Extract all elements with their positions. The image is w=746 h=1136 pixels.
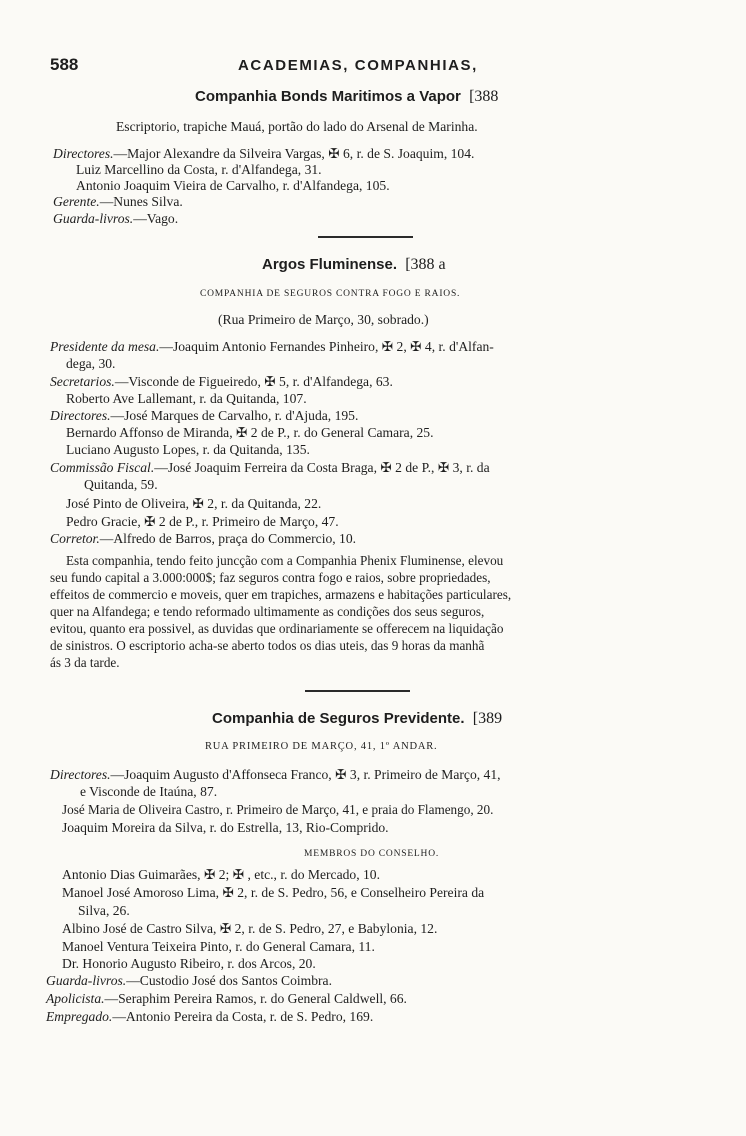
role-label: Guarda-livros. bbox=[46, 973, 127, 988]
entry-line bbox=[50, 407, 358, 425]
company-title bbox=[195, 88, 498, 106]
role-label: Directores. bbox=[53, 146, 114, 161]
entry-text: —Seraphim Pereira Ramos, r. do General Caldwell, 66. bbox=[104, 991, 407, 1006]
entry-line: Joaquim Moreira da Silva, r. do Estrella, 13, Rio-Comprido. bbox=[62, 820, 389, 835]
entry-line: Luciano Augusto Lopes, r. da Quitanda, 135. bbox=[66, 442, 310, 457]
paragraph-line: Esta companhia, tendo feito juncção com a Companhia Phenix Fluminense, elevou bbox=[66, 553, 504, 568]
entry-line bbox=[46, 990, 407, 1008]
role-label: Commissão Fiscal. bbox=[50, 460, 155, 475]
running-title: ACADEMIAS, COMPANHIAS, bbox=[238, 57, 478, 74]
entry-text: —José Joaquim Ferreira da Costa Braga, ✠ 2 de P., ✠ 3, r. da bbox=[154, 460, 490, 475]
entry-line bbox=[50, 766, 501, 784]
role-label: Secretarios. bbox=[50, 374, 115, 389]
section-divider bbox=[305, 690, 410, 692]
role-label: Presidente da mesa. bbox=[50, 339, 160, 354]
role-label: Directores. bbox=[50, 767, 111, 782]
entry-line: dega, 30. bbox=[66, 356, 116, 371]
company-title bbox=[262, 256, 446, 274]
entry-text: —Nunes Silva. bbox=[99, 194, 183, 209]
role-label: Directores. bbox=[50, 408, 111, 423]
entry-line: Quitanda, 59. bbox=[84, 477, 158, 492]
role-label: Empregado. bbox=[46, 1009, 113, 1024]
reference-number: [389 bbox=[472, 710, 503, 727]
council-heading: MEMBROS DO CONSELHO. bbox=[304, 849, 440, 859]
company-title bbox=[212, 710, 502, 728]
entry-line: e Visconde de Itaúna, 87. bbox=[80, 784, 218, 799]
entry-line: Dr. Honorio Augusto Ribeiro, r. dos Arcos, 20. bbox=[62, 956, 316, 971]
entry-line: Bernardo Affonso de Miranda, ✠ 2 de P., r. do General Camara, 25. bbox=[66, 425, 434, 440]
entry-line bbox=[53, 193, 183, 211]
entry-text: —Custodio José dos Santos Coimbra. bbox=[126, 973, 332, 988]
entry-text: —José Marques de Carvalho, r. d'Ajuda, 195. bbox=[110, 408, 359, 423]
entry-text: —Antonio Pereira da Costa, r. de S. Pedro, 169. bbox=[112, 1009, 374, 1024]
entry-line: Manoel Ventura Teixeira Pinto, r. do General Camara, 11. bbox=[62, 939, 375, 954]
company-name: Argos Fluminense. bbox=[262, 256, 398, 273]
entry-line: Albino José de Castro Silva, ✠ 2, r. de S. Pedro, 27, e Babylonia, 12. bbox=[62, 921, 438, 936]
section-divider bbox=[318, 236, 413, 238]
entry-line: José Maria de Oliveira Castro, r. Primeiro de Março, 41, e praia do Flamengo, 20. bbox=[62, 802, 494, 817]
paragraph-line: ás 3 da tarde. bbox=[50, 655, 120, 670]
role-label: Apolicista. bbox=[46, 991, 105, 1006]
entry-line: Silva, 26. bbox=[78, 903, 130, 918]
reference-number: [388 a bbox=[405, 256, 446, 273]
role-label: Gerente. bbox=[53, 194, 100, 209]
entry-text: —Major Alexandre da Silveira Vargas, ✠ 6, r. de S. Joaquim, 104. bbox=[113, 146, 475, 161]
paragraph-line: de sinistros. O escriptorio acha-se aberto todos os dias uteis, das 9 horas da manhã bbox=[50, 638, 485, 653]
entry-text: —Joaquim Antonio Fernandes Pinheiro, ✠ 2, ✠ 4, r. d'Alfan- bbox=[159, 339, 494, 354]
entry-line: José Pinto de Oliveira, ✠ 2, r. da Quitanda, 22. bbox=[66, 496, 322, 511]
entry-line bbox=[50, 530, 356, 548]
company-subtitle: COMPANHIA DE SEGUROS CONTRA FOGO E RAIOS. bbox=[200, 289, 461, 299]
entry-line: Luiz Marcellino da Costa, r. d'Alfandega, 31. bbox=[76, 162, 322, 177]
entry-text: —Joaquim Augusto d'Affonseca Franco, ✠ 3, r. Primeiro de Março, 41, bbox=[110, 767, 501, 782]
address: (Rua Primeiro de Março, 30, sobrado.) bbox=[218, 312, 429, 327]
entry-line: Antonio Joaquim Vieira de Carvalho, r. d'Alfandega, 105. bbox=[76, 178, 390, 193]
paragraph-line: seu fundo capital a 3.000:000$; faz seguros contra fogo e raios, sobre propriedades, bbox=[50, 570, 491, 585]
role-label: Corretor. bbox=[50, 531, 100, 546]
entry-line: Roberto Ave Lallemant, r. da Quitanda, 107. bbox=[66, 391, 307, 406]
entry-line: Pedro Gracie, ✠ 2 de P., r. Primeiro de Março, 47. bbox=[66, 514, 339, 529]
entry-text: —Alfredo de Barros, praça do Commercio, 10. bbox=[99, 531, 357, 546]
page-number: 588 bbox=[50, 55, 79, 74]
entry-line: Antonio Dias Guimarães, ✠ 2; ✠ , etc., r. do Mercado, 10. bbox=[62, 867, 380, 882]
role-label: Guarda-livros. bbox=[53, 211, 134, 226]
entry-line bbox=[53, 210, 178, 228]
paragraph-line: effeitos de commercio e moveis, quer em trapiches, armazens e habitações particulares, bbox=[50, 587, 512, 602]
company-name: Companhia Bonds Maritimos a Vapor bbox=[195, 88, 461, 105]
address: RUA PRIMEIRO DE MARÇO, 41, 1º ANDAR. bbox=[205, 741, 438, 752]
entry-line bbox=[50, 338, 494, 356]
reference-number: [388 bbox=[469, 88, 499, 105]
company-name: Companhia de Seguros Previdente. bbox=[212, 710, 465, 727]
address: Escriptorio, trapiche Mauá, portão do lado do Arsenal de Marinha. bbox=[116, 119, 478, 134]
paragraph-line: evitou, quanto era possivel, as duvidas que ordinariamente se offerecem na liquidação bbox=[50, 621, 504, 636]
entry-line: Manoel José Amoroso Lima, ✠ 2, r. de S. Pedro, 56, e Conselheiro Pereira da bbox=[62, 885, 485, 900]
entry-line bbox=[50, 459, 490, 477]
paragraph-line: quer na Alfandega; e tendo reformado ultimamente as condições dos seus seguros, bbox=[50, 604, 485, 619]
entry-line bbox=[50, 373, 393, 391]
entry-line bbox=[46, 972, 332, 990]
entry-text: —Vago. bbox=[133, 211, 179, 226]
entry-text: —Visconde de Figueiredo, ✠ 5, r. d'Alfandega, 63. bbox=[114, 374, 393, 389]
entry-line bbox=[46, 1008, 373, 1026]
